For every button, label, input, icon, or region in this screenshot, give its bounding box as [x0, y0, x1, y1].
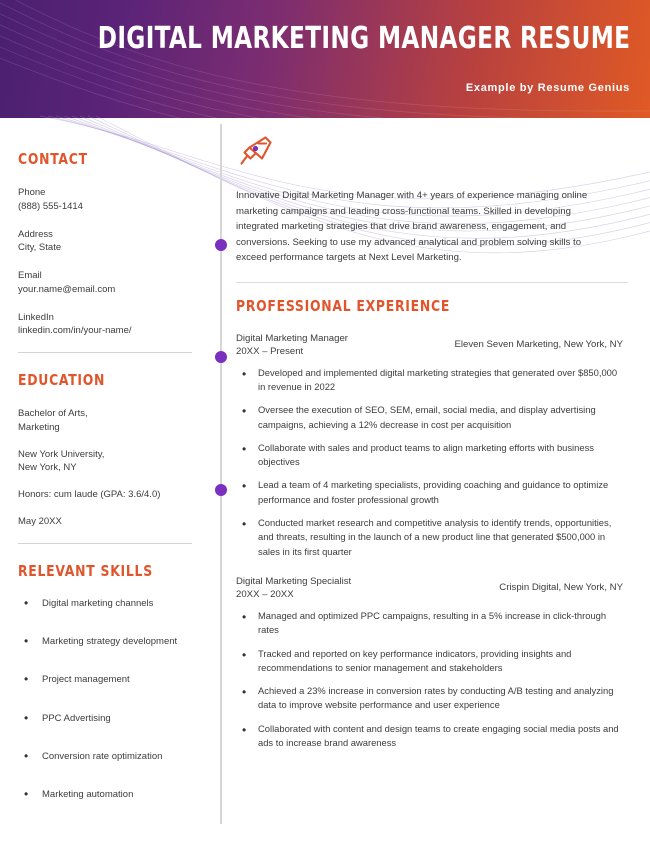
job-title: Digital Marketing Specialist: [236, 575, 352, 587]
sidebar-divider: [18, 543, 192, 544]
job-company: Crispin Digital, New York, NY: [499, 581, 623, 593]
experience-heading: PROFESSIONAL EXPERIENCE: [236, 296, 451, 315]
contact-heading: CONTACT: [18, 150, 88, 168]
list-item: • Collaborate with sales and product teams to align marketing efforts with business objectives: [236, 441, 624, 470]
contact-value: linkedin.com/in/your-name/: [18, 325, 132, 337]
list-item: • Conversion rate optimization: [18, 751, 192, 763]
sidebar: [0, 118, 210, 828]
resume-header: [0, 0, 650, 118]
education-degree: [18, 407, 192, 435]
list-item: • PPC Advertising: [18, 713, 192, 725]
timeline-dot: [215, 351, 227, 363]
education-degree-line1: Bachelor of Arts,: [18, 408, 88, 420]
education-date: May 20XX: [18, 515, 62, 527]
job-bullets: [236, 366, 631, 559]
job-dates: 20XX – Present: [236, 345, 304, 357]
contact-value: your.name@email.com: [18, 283, 116, 295]
contact-value: City, State: [18, 242, 62, 254]
timeline-dot: [215, 484, 227, 496]
contact-label: Phone: [18, 187, 46, 198]
education-honors: Honors: cum laude (GPA: 3.6/4.0): [18, 489, 161, 501]
contact-label: Email: [18, 270, 42, 282]
contact-item-phone: [18, 186, 192, 214]
skills-list: [18, 598, 192, 802]
megaphone-icon: [236, 133, 631, 174]
list-item: • Oversee the execution of SEO, SEM, email, social media, and display advertising campaigns, achieving a 12% decrease in cost per acquisition: [236, 403, 624, 432]
main-divider: [236, 282, 628, 283]
list-item: • Digital marketing channels: [18, 598, 192, 610]
list-item: • Achieved a 23% increase in conversion rates by conducting A/B testing and analyzing data to improve website performance and user experience: [236, 684, 624, 713]
education-heading: EDUCATION: [18, 371, 106, 390]
experience-entry: [236, 332, 631, 559]
professional-summary: Innovative Digital Marketing Manager with 4+ years of experience managing online marketing campaigns and leading cross-functional teams. Skilled in developing integrated marketing strategies that drive brand awareness, engagement, and conversions. Seeking to use my advanced analytical and problem solving skills to exceed performance targets at Next Level Marketing.: [236, 190, 588, 264]
list-item: • Lead a team of 4 marketing specialists, providing coaching and guidance to optimize performance and foster professional growth: [236, 478, 624, 507]
job-title: Digital Marketing Manager: [236, 332, 348, 344]
list-item: • Collaborated with content and design teams to create engaging social media posts and ads to increase brand awareness: [236, 722, 624, 751]
main-content: [236, 118, 631, 759]
experience-entry: [236, 575, 631, 750]
education-school-line2: New York, NY: [18, 462, 77, 474]
skills-heading: RELEVANT SKILLS: [18, 561, 153, 580]
education-school: [18, 448, 192, 476]
list-item: • Marketing automation: [18, 789, 192, 801]
header-decorative-curves: [0, 0, 650, 118]
job-bullets: [236, 609, 631, 750]
page-title: DIGITAL MARKETING MANAGER RESUME: [97, 21, 630, 56]
contact-item-email: [18, 269, 192, 297]
header-subtitle: Example by Resume Genius: [465, 82, 630, 94]
education-degree-line2: Marketing: [18, 421, 60, 433]
list-item: • Managed and optimized PPC campaigns, resulting in a 5% increase in click-through rates: [236, 609, 624, 638]
list-item: • Marketing strategy development: [18, 636, 192, 648]
contact-value: (888) 555-1414: [18, 200, 83, 212]
contact-label: Address: [18, 228, 53, 240]
education-school-line1: New York University,: [18, 448, 105, 460]
list-item: • Project management: [18, 674, 192, 686]
list-item: • Developed and implemented digital marketing strategies that generated over $850,000 in revenue in 2022: [236, 366, 624, 395]
contact-item-linkedin: [18, 311, 192, 339]
sidebar-divider: [18, 352, 192, 353]
job-company: Eleven Seven Marketing, New York, NY: [454, 338, 623, 350]
list-item: • Tracked and reported on key performance indicators, providing insights and recommendations to senior management and stakeholders: [236, 647, 624, 676]
timeline-rail: [220, 124, 222, 824]
job-dates: 20XX – 20XX: [236, 588, 294, 600]
contact-item-address: [18, 228, 192, 256]
contact-label: LinkedIn: [18, 311, 54, 323]
list-item: • Conducted market research and competitive analysis to identify trends, opportunities, and threats, resulting in the launch of a new product line that generated $500,000 in sales in its first quarter: [236, 516, 624, 559]
timeline-dot: [215, 239, 227, 251]
